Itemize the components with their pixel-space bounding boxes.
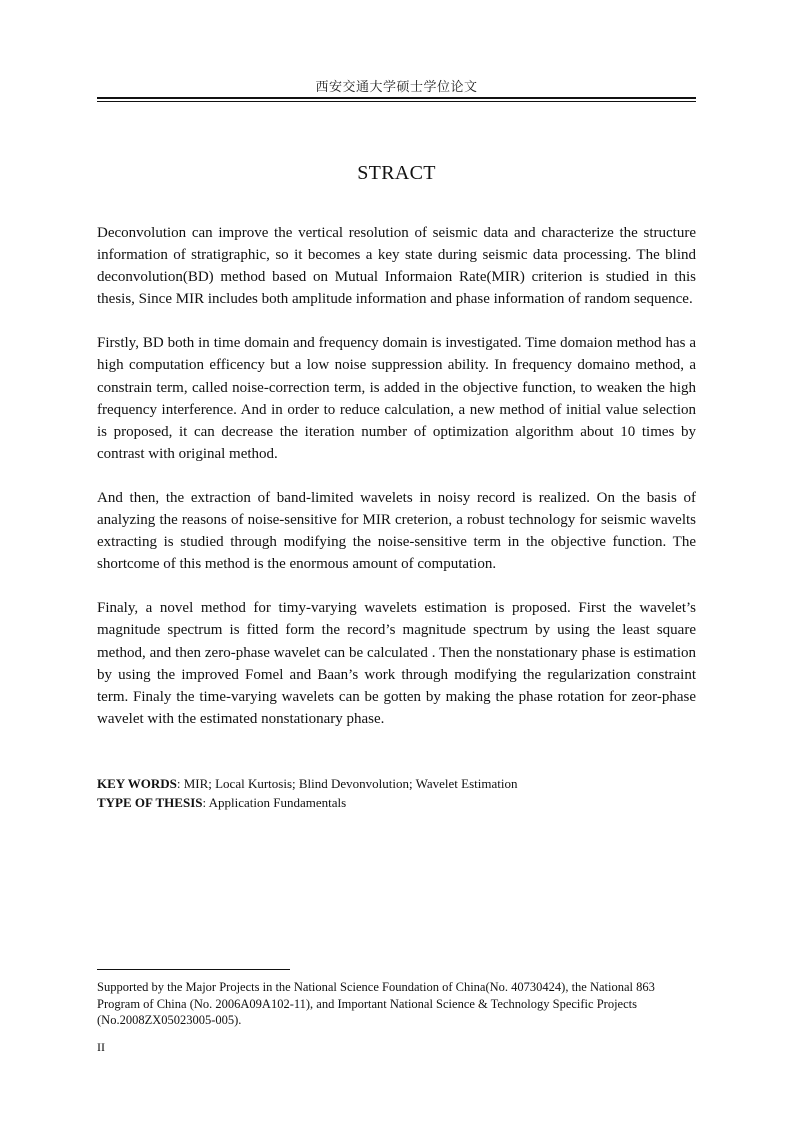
keywords-block [97,774,696,812]
abstract-paragraph-2: Firstly, BD both in time domain and frequency domain is investigated. Time domaion method has a high computation efficency but a low noise suppression ability. In frequency domaino method, a constrain term, called noise-correction term, is added in the objective function, to weaken the high frequency interference. And in order to reduce calculation, a new method of initial value selection is proposed, it can decrease the iteration number of optimization algorithm about 10 times by contrast with original method. [97,335,696,462]
thesis-type-line [97,793,696,812]
page-number: II [97,1040,105,1054]
abstract-paragraph-1: Deconvolution can improve the vertical resolution of seismic data and characterize the structure information of stratigraphic, so it becomes a key state during seismic data processing. The blind deconvolution(BD) method based on Mutual Informaion Rate(MIR) criterion is studied in this thesis, Since MIR includes both amplitude information and phase information of random sequence. [97,225,696,308]
keywords-value: : MIR; Local Kurtosis; Blind Devonvolution; Wavelet Estimation [176,776,518,791]
keywords-line [97,774,696,793]
abstract-paragraph-4: Finaly, a novel method for timy-varying wavelets estimation is proposed. First the wavelet’s magnitude spectrum is fitted form the record’s magnitude spectrum by using the least square method, and then zero-phase wavelet can be calculated . Then the nonstationary phase is estimation by using the improved Fomel and Baan’s work through modifying the regularization constraint term. Finaly the time-varying wavelets can be gotten by making the phase rotation for zeor-phase wavelet with the estimated nonstationary phase. [97,600,696,727]
header-rule [97,97,696,99]
thesis-type-value: : Application Fundamentals [202,795,347,810]
keywords-label: KEY WORDS [97,776,177,791]
thesis-type-label: TYPE OF THESIS [97,795,203,810]
header-rule-thin [97,101,696,102]
footnote: Supported by the Major Projects in the National Science Foundation of China(No. 40730424), the National 863 Program of China (No. 2006A09A102-11), and Important National Science & Technology Specific Projects (No.2008ZX05023005-005). [97,980,655,1027]
footnote-rule [97,969,290,970]
abstract-paragraph-3: And then, the extraction of band-limited wavelets in noisy record is realized. On the basis of analyzing the reasons of noise-sensitive for MIR creterion, a robust technology for seismic wavelts extracting is studied through modifying the noise-sensitive term in the objective function. The shortcome of this method is the enormous amount of computation. [97,489,696,573]
running-header: 西安交通大学硕士学位论文 [315,79,478,94]
abstract-title: STRACT [357,162,436,184]
abstract-body [97,222,696,752]
